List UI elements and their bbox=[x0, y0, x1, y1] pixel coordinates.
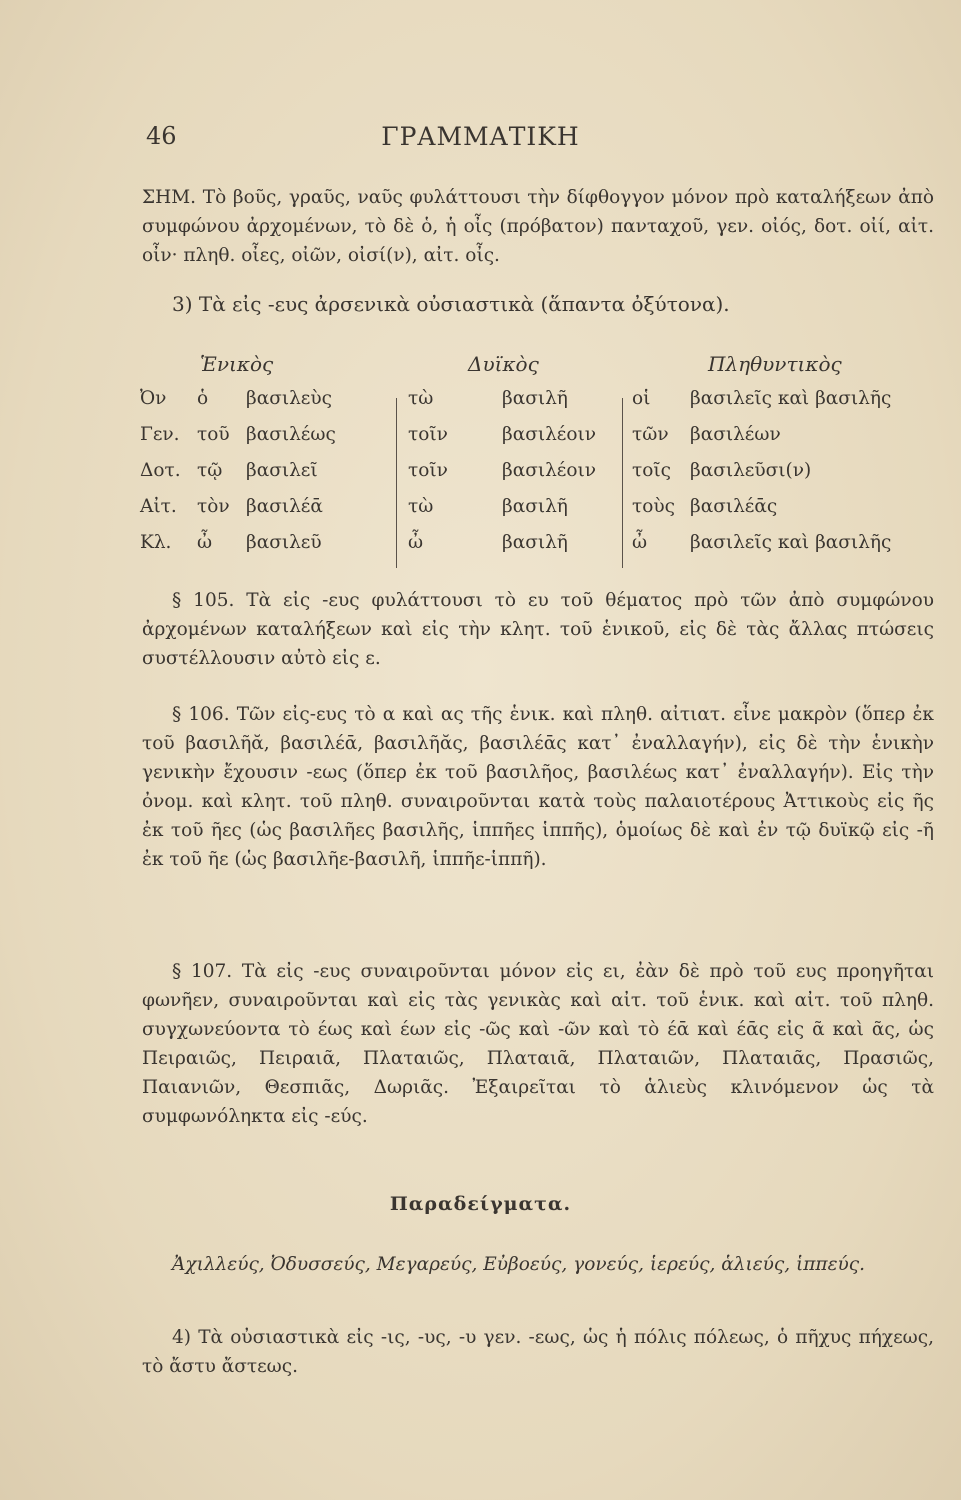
singular-form: βασιλεὺς bbox=[246, 388, 332, 409]
column-divider bbox=[396, 398, 397, 568]
plural-article: ὦ bbox=[632, 532, 648, 553]
declension-table bbox=[140, 352, 940, 568]
dual-form: βασιλέοιν bbox=[502, 424, 597, 445]
dual-form: βασιλῆ bbox=[502, 532, 568, 553]
singular-article: τοῦ bbox=[197, 424, 230, 445]
header-dual: Δυϊκὸς bbox=[468, 352, 539, 376]
dual-article: τοῖν bbox=[408, 460, 448, 481]
header-plural: Πληθυντικὸς bbox=[708, 352, 842, 376]
singular-article: τῷ bbox=[197, 460, 223, 481]
paragraph-107: § 107. Τὰ εἰς -ευς συναιροῦνται μόνον εἰς ει, ἐὰν δὲ πρὸ τοῦ ευς προηγῆται φωνῆεν, συναιροῦνται καὶ εἰς τὰς γενικὰς καὶ αἰτ. τοῦ ἑνικ. καὶ αἰτ. τοῦ πληθ. συγχωνεύοντα τὸ έως καὶ έων εἰς -ῶς καὶ -ῶν καὶ τὸ έᾱ καὶ έᾱς εἰς ᾶ καὶ ᾶς, ὡς Πειραιῶς, Πειραιᾶ, Πλαταιῶς, Πλαταιᾶ, Πλαταιῶν, Πλαταιᾶς, Πρασιῶς, Παιανιῶν, Θεσπιᾶς, Δωριᾶς. Ἐξαιρεῖται τὸ ἁλιεὺς κλινόμενον ὡς τὰ συμφωνόληκτα εἰς -εύς. bbox=[142, 961, 934, 1127]
table-row bbox=[140, 388, 940, 424]
item-3-heading: 3) Τὰ εἰς -ευς ἀρσενικὰ οὐσιαστικὰ (ἅπαντα ὀξύτονα). bbox=[172, 292, 730, 316]
plural-article: τῶν bbox=[632, 424, 669, 445]
singular-article: ὦ bbox=[197, 532, 213, 553]
column-divider bbox=[622, 398, 623, 568]
case-label: Κλ. bbox=[140, 532, 172, 553]
singular-article: ὁ bbox=[197, 388, 209, 409]
dual-form: βασιλῆ bbox=[502, 388, 568, 409]
dual-article: τὼ bbox=[408, 388, 434, 409]
singular-form: βασιλέᾱ bbox=[246, 496, 323, 517]
examples-title: Παραδείγματα. bbox=[389, 1193, 572, 1215]
singular-form: βασιλεῖ bbox=[246, 460, 318, 481]
dual-article: τοῖν bbox=[408, 424, 448, 445]
case-label: Δοτ. bbox=[140, 460, 181, 481]
dual-article: τὼ bbox=[408, 496, 434, 517]
table-row bbox=[140, 532, 940, 568]
plural-form: βασιλεῦσι(ν) bbox=[690, 460, 812, 481]
page-number: 46 bbox=[146, 122, 177, 150]
dual-form: βασιλῆ bbox=[502, 496, 568, 517]
table-row bbox=[140, 424, 940, 460]
header-singular: Ἑνικὸς bbox=[200, 352, 274, 376]
case-label: Αἰτ. bbox=[140, 496, 177, 517]
case-label: Γεν. bbox=[140, 424, 180, 445]
plural-form: βασιλέων bbox=[690, 424, 781, 445]
table-row bbox=[140, 496, 940, 532]
plural-article: τοὺς bbox=[632, 496, 675, 517]
case-label: Ὀν bbox=[140, 388, 167, 409]
page-header bbox=[0, 122, 961, 152]
examples-list: Ἀχιλλεύς, Ὀδυσσεύς, Μεγαρεύς, Εὐβοεύς, γονεύς, ἱερεύς, ἁλιεύς, ἱππεύς. bbox=[172, 1254, 865, 1275]
singular-form: βασιλέως bbox=[246, 424, 336, 445]
table-row bbox=[140, 460, 940, 496]
item-4-paragraph: 4) Τὰ οὐσιαστικὰ εἰς -ις, -υς, -υ γεν. -εως, ὡς ἡ πόλις πόλεως, ὁ πῆχυς πήχεως, τὸ ἄστυ ἄστεως. bbox=[142, 1327, 934, 1377]
plural-form: βασιλεῖς καὶ βασιλῆς bbox=[690, 388, 892, 409]
dual-article: ὦ bbox=[408, 532, 424, 553]
declension-header-row bbox=[140, 352, 940, 388]
plural-article: τοῖς bbox=[632, 460, 671, 481]
plural-article: οἱ bbox=[632, 388, 651, 409]
running-head: ΓΡΑΜΜΑΤΙΚΗ bbox=[381, 122, 580, 151]
paragraph-106: § 106. Τῶν εἰς-ευς τὸ α καὶ ας τῆς ἑνικ. καὶ πληθ. αἰτιατ. εἶνε μακρὸν (ὅπερ ἐκ τοῦ βασιλῆᾰ, βασιλέᾱ, βασιλῆᾰς, βασιλέᾱς κατ᾽ ἐναλλαγήν), εἰς δὲ τὴν ἑνικὴν γενικὴν ἔχουσιν -εως (ὅπερ ἐκ τοῦ βασιλῆος, βασιλέως κατ᾽ ἐναλλαγήν). Εἰς τὴν ὀνομ. καὶ κλητ. τοῦ πληθ. συναιροῦνται κατὰ τοὺς παλαιοτέρους Ἀττικοὺς εἰς ῆς ἐκ τοῦ ῆες (ὡς βασιλῆες βασιλῆς, ἱππῆες ἱππῆς), ὁμοίως δὲ καὶ ἐν τῷ δυϊκῷ εἰς -ῆ ἐκ τοῦ ῆε (ὡς βασιλῆε-βασιλῆ, ἱππῆε-ἱππῆ). bbox=[142, 704, 934, 870]
paragraph-105: § 105. Τὰ εἰς -ευς φυλάττουσι τὸ ευ τοῦ θέματος πρὸ τῶν ἀπὸ συμφώνου ἀρχομένων καταλήξεων καὶ εἰς τὴν κλητ. τοῦ ἑνικοῦ, εἰς δὲ τὰς ἄλλας πτώσεις συστέλλουσιν αὐτὸ εἰς ε. bbox=[142, 590, 934, 669]
note-paragraph: ΣΗΜ. Τὸ βοῦς, γραῦς, ναῦς φυλάττουσι τὴν δίφθογγον μόνον πρὸ καταλήξεων ἀπὸ συμφώνου ἀρχομένων, τὸ δὲ ὁ, ἡ οἶς (πρόβατον) πανταχοῦ, γεν. οἰός, δοτ. οἰί, αἰτ. οἶν· πληθ. οἶες, οἰῶν, οἰσί(ν), αἰτ. οἶς. bbox=[142, 187, 934, 266]
singular-form: βασιλεῦ bbox=[246, 532, 322, 553]
plural-form: βασιλεῖς καὶ βασιλῆς bbox=[690, 532, 892, 553]
plural-form: βασιλέᾱς bbox=[690, 496, 778, 517]
singular-article: τὸν bbox=[197, 496, 230, 517]
dual-form: βασιλέοιν bbox=[502, 460, 597, 481]
